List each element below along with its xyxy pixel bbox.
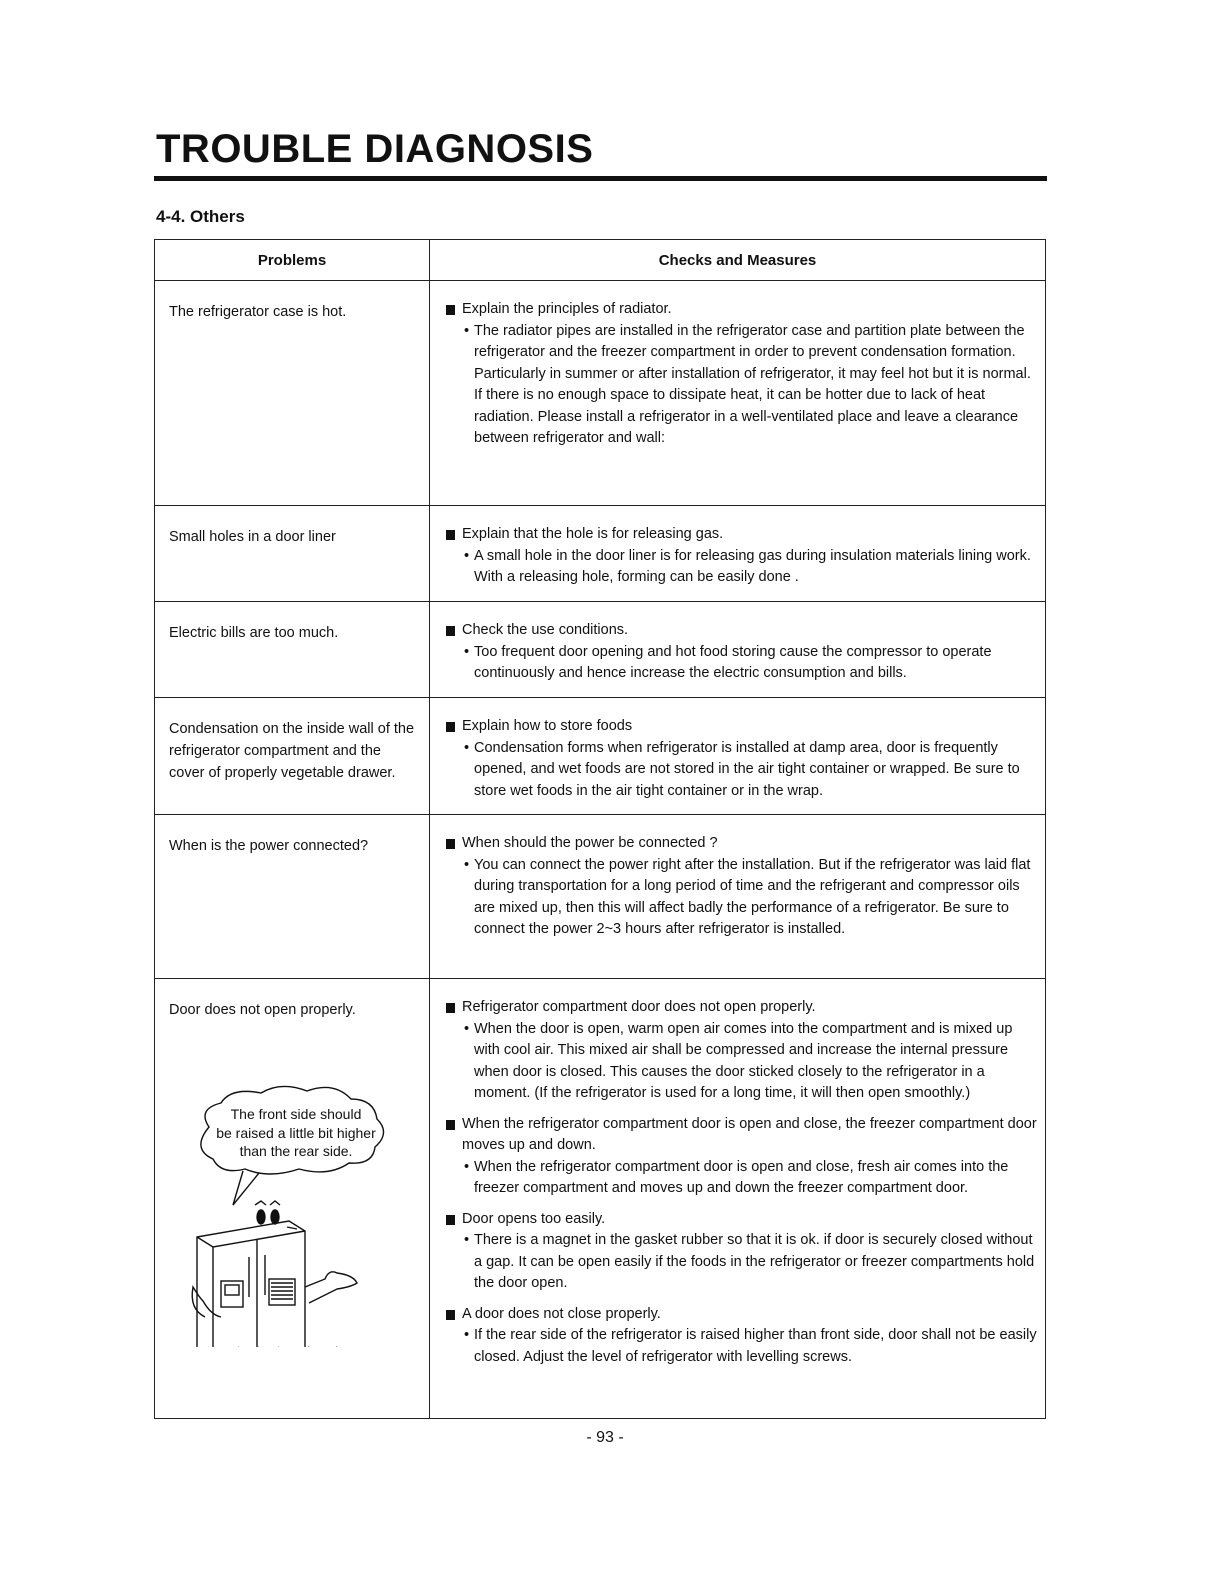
problem-cell <box>155 979 430 1419</box>
measure-heading-text: Door opens too easily. <box>462 1210 606 1227</box>
measure-heading <box>446 833 1039 855</box>
measure-heading-text: Refrigerator compartment door does not open properly. <box>462 999 816 1015</box>
measure-heading-text: Explain how to store foods <box>462 718 633 734</box>
measure-group <box>446 716 1039 802</box>
problem-cell: Electric bills are too much. <box>155 602 430 698</box>
measure-heading-text: Explain that the hole is for releasing gas. <box>462 526 724 542</box>
measure-heading-text: When the refrigerator compartment door is open and close, the freezer compartment door moves up and down. <box>462 1115 1037 1153</box>
problem-cell: Small holes in a door liner <box>155 506 430 602</box>
measure-group <box>446 524 1039 589</box>
measure-group <box>446 620 1039 685</box>
measure-heading <box>446 997 1039 1019</box>
measure-group <box>446 299 1039 450</box>
square-bullet-icon <box>446 626 455 636</box>
measure-heading <box>446 524 1039 546</box>
column-header-measures: Checks and Measures <box>430 240 1046 281</box>
measure-cell <box>430 815 1046 979</box>
column-header-problems: Problems <box>155 240 430 281</box>
dot-bullet-icon: • <box>464 856 470 873</box>
measure-cell <box>430 602 1046 698</box>
bubble-tail <box>233 1171 259 1205</box>
refrigerator-cartoon-icon <box>169 1047 419 1347</box>
table-row <box>155 506 1046 602</box>
dot-bullet-icon: • <box>464 1327 470 1343</box>
measure-detail <box>446 855 1039 941</box>
trouble-table <box>154 239 1046 1419</box>
measure-heading <box>446 620 1039 642</box>
measure-group <box>446 833 1039 941</box>
measure-detail <box>446 642 1039 685</box>
measure-cell <box>430 698 1046 815</box>
dot-bullet-icon: • <box>464 322 470 339</box>
measure-detail-text: Too frequent door opening and hot food storing cause the compressor to operate continuously and hence increase the electric consumption and bills. <box>474 643 992 681</box>
measure-detail-text: You can connect the power right after the installation. But if the refrigerator was laid flat during transportation for a long period of time and the refrigerant and compressor oils are mixed up, then this will affect badly the performance of a refrigerator. Be sure to connect the power 2~3 hours after refrigerator is installed. <box>474 856 1031 937</box>
title-rule <box>154 176 1047 181</box>
section-heading: 4-4. Others <box>156 207 245 226</box>
measure-cell <box>430 281 1046 506</box>
measure-detail-text: When the refrigerator compartment door is open and close, fresh air comes into the freezer compartment and moves up and down the freezer compartment door. <box>474 1158 1009 1196</box>
measure-group <box>446 1114 1039 1200</box>
measure-heading <box>446 1304 1039 1326</box>
speech-bubble-text <box>211 1105 381 1161</box>
measure-detail <box>446 1019 1039 1105</box>
measure-detail-text: If the rear side of the refrigerator is raised higher than front side, door shall not be easily closed. Adjust the level of refrigerator with levelling screws. <box>474 1327 1037 1365</box>
dot-bullet-icon: • <box>464 547 470 564</box>
table-row <box>155 815 1046 979</box>
square-bullet-icon <box>446 1215 455 1225</box>
bubble-line: be raised a little bit higher <box>216 1124 376 1141</box>
measure-group <box>446 1304 1039 1369</box>
measure-cell <box>430 506 1046 602</box>
measure-heading-text: Check the use conditions. <box>462 622 629 638</box>
square-bullet-icon <box>446 305 455 315</box>
square-bullet-icon <box>446 839 455 849</box>
measure-detail <box>446 1230 1039 1295</box>
dot-bullet-icon: • <box>464 1158 470 1175</box>
measure-detail <box>446 321 1039 450</box>
dot-bullet-icon: • <box>464 739 470 756</box>
measure-heading <box>446 1209 1039 1231</box>
measure-cell <box>430 979 1046 1419</box>
square-bullet-icon <box>446 1003 455 1013</box>
page-number: - 93 - <box>586 1429 624 1446</box>
problem-cell: The refrigerator case is hot. <box>155 281 430 506</box>
dot-bullet-icon: • <box>464 643 470 660</box>
table-row <box>155 281 1046 506</box>
table-row <box>155 698 1046 815</box>
square-bullet-icon <box>446 1120 455 1130</box>
refrigerator-illustration <box>169 1047 419 1347</box>
table-row <box>155 979 1046 1419</box>
measure-heading-text: A door does not close properly. <box>462 1305 661 1322</box>
problem-cell: Condensation on the inside wall of the refrigerator compartment and the cover of properly vegetable drawer. <box>155 698 430 815</box>
measure-detail-text: There is a magnet in the gasket rubber so that it is ok. if door is securely closed without a gap. It can be open easily if the foods in the refrigerator or freezer compartments hold the door open. <box>474 1232 1035 1291</box>
dot-bullet-icon: • <box>464 1232 470 1248</box>
table-row <box>155 602 1046 698</box>
measure-detail <box>446 1157 1039 1200</box>
measure-detail-text: The radiator pipes are installed in the refrigerator case and partition plate between the refrigerator and the freezer compartment in order to prevent condensation formation. Particularly in summer or after installation of refrigerator, it may feel hot but it is normal. If there is no enough space to dissipate heat, it can be hotter due to lack of heat radiation. Please install a refrigerator in a well-ventilated place and leave a clearance between refrigerator and wall: <box>474 322 1031 446</box>
measure-heading <box>446 1114 1039 1157</box>
square-bullet-icon <box>446 530 455 540</box>
measure-heading-text: When should the power be connected ? <box>462 835 718 851</box>
bubble-line: The front side should <box>230 1106 362 1122</box>
measure-detail-text: Condensation forms when refrigerator is installed at damp area, door is frequently opened, and wet foods are not stored in the air tight container or wrapped. Be sure to store wet foods in the air tight container or in the wrap. <box>474 739 1020 799</box>
problem-cell: When is the power connected? <box>155 815 430 979</box>
dot-bullet-icon: • <box>464 1020 470 1037</box>
measure-group <box>446 997 1039 1105</box>
measure-heading-text: Explain the principles of radiator. <box>462 301 672 317</box>
square-bullet-icon <box>446 1310 455 1320</box>
measure-detail-text: When the door is open, warm open air comes into the compartment and is mixed up with cool air. This mixed air shall be compressed and increase the internal pressure when door is closed. This causes the door sticked closely to the refrigerator in a moment. (If the refrigerator is used for a long time, it will then open smoothly.) <box>474 1020 1013 1101</box>
measure-detail <box>446 546 1039 589</box>
measure-heading <box>446 716 1039 738</box>
measure-detail <box>446 738 1039 803</box>
table-header-row <box>155 240 1046 281</box>
page-title: TROUBLE DIAGNOSIS <box>156 127 594 171</box>
square-bullet-icon <box>446 722 455 732</box>
problem-text: Door does not open properly. <box>169 1002 356 1018</box>
measure-group <box>446 1209 1039 1295</box>
measure-detail <box>446 1325 1039 1368</box>
measure-heading <box>446 299 1039 321</box>
measure-detail-text: A small hole in the door liner is for releasing gas during insulation materials lining work. With a releasing hole, forming can be easily done . <box>474 547 1031 585</box>
bubble-line: than the rear side. <box>239 1143 353 1159</box>
